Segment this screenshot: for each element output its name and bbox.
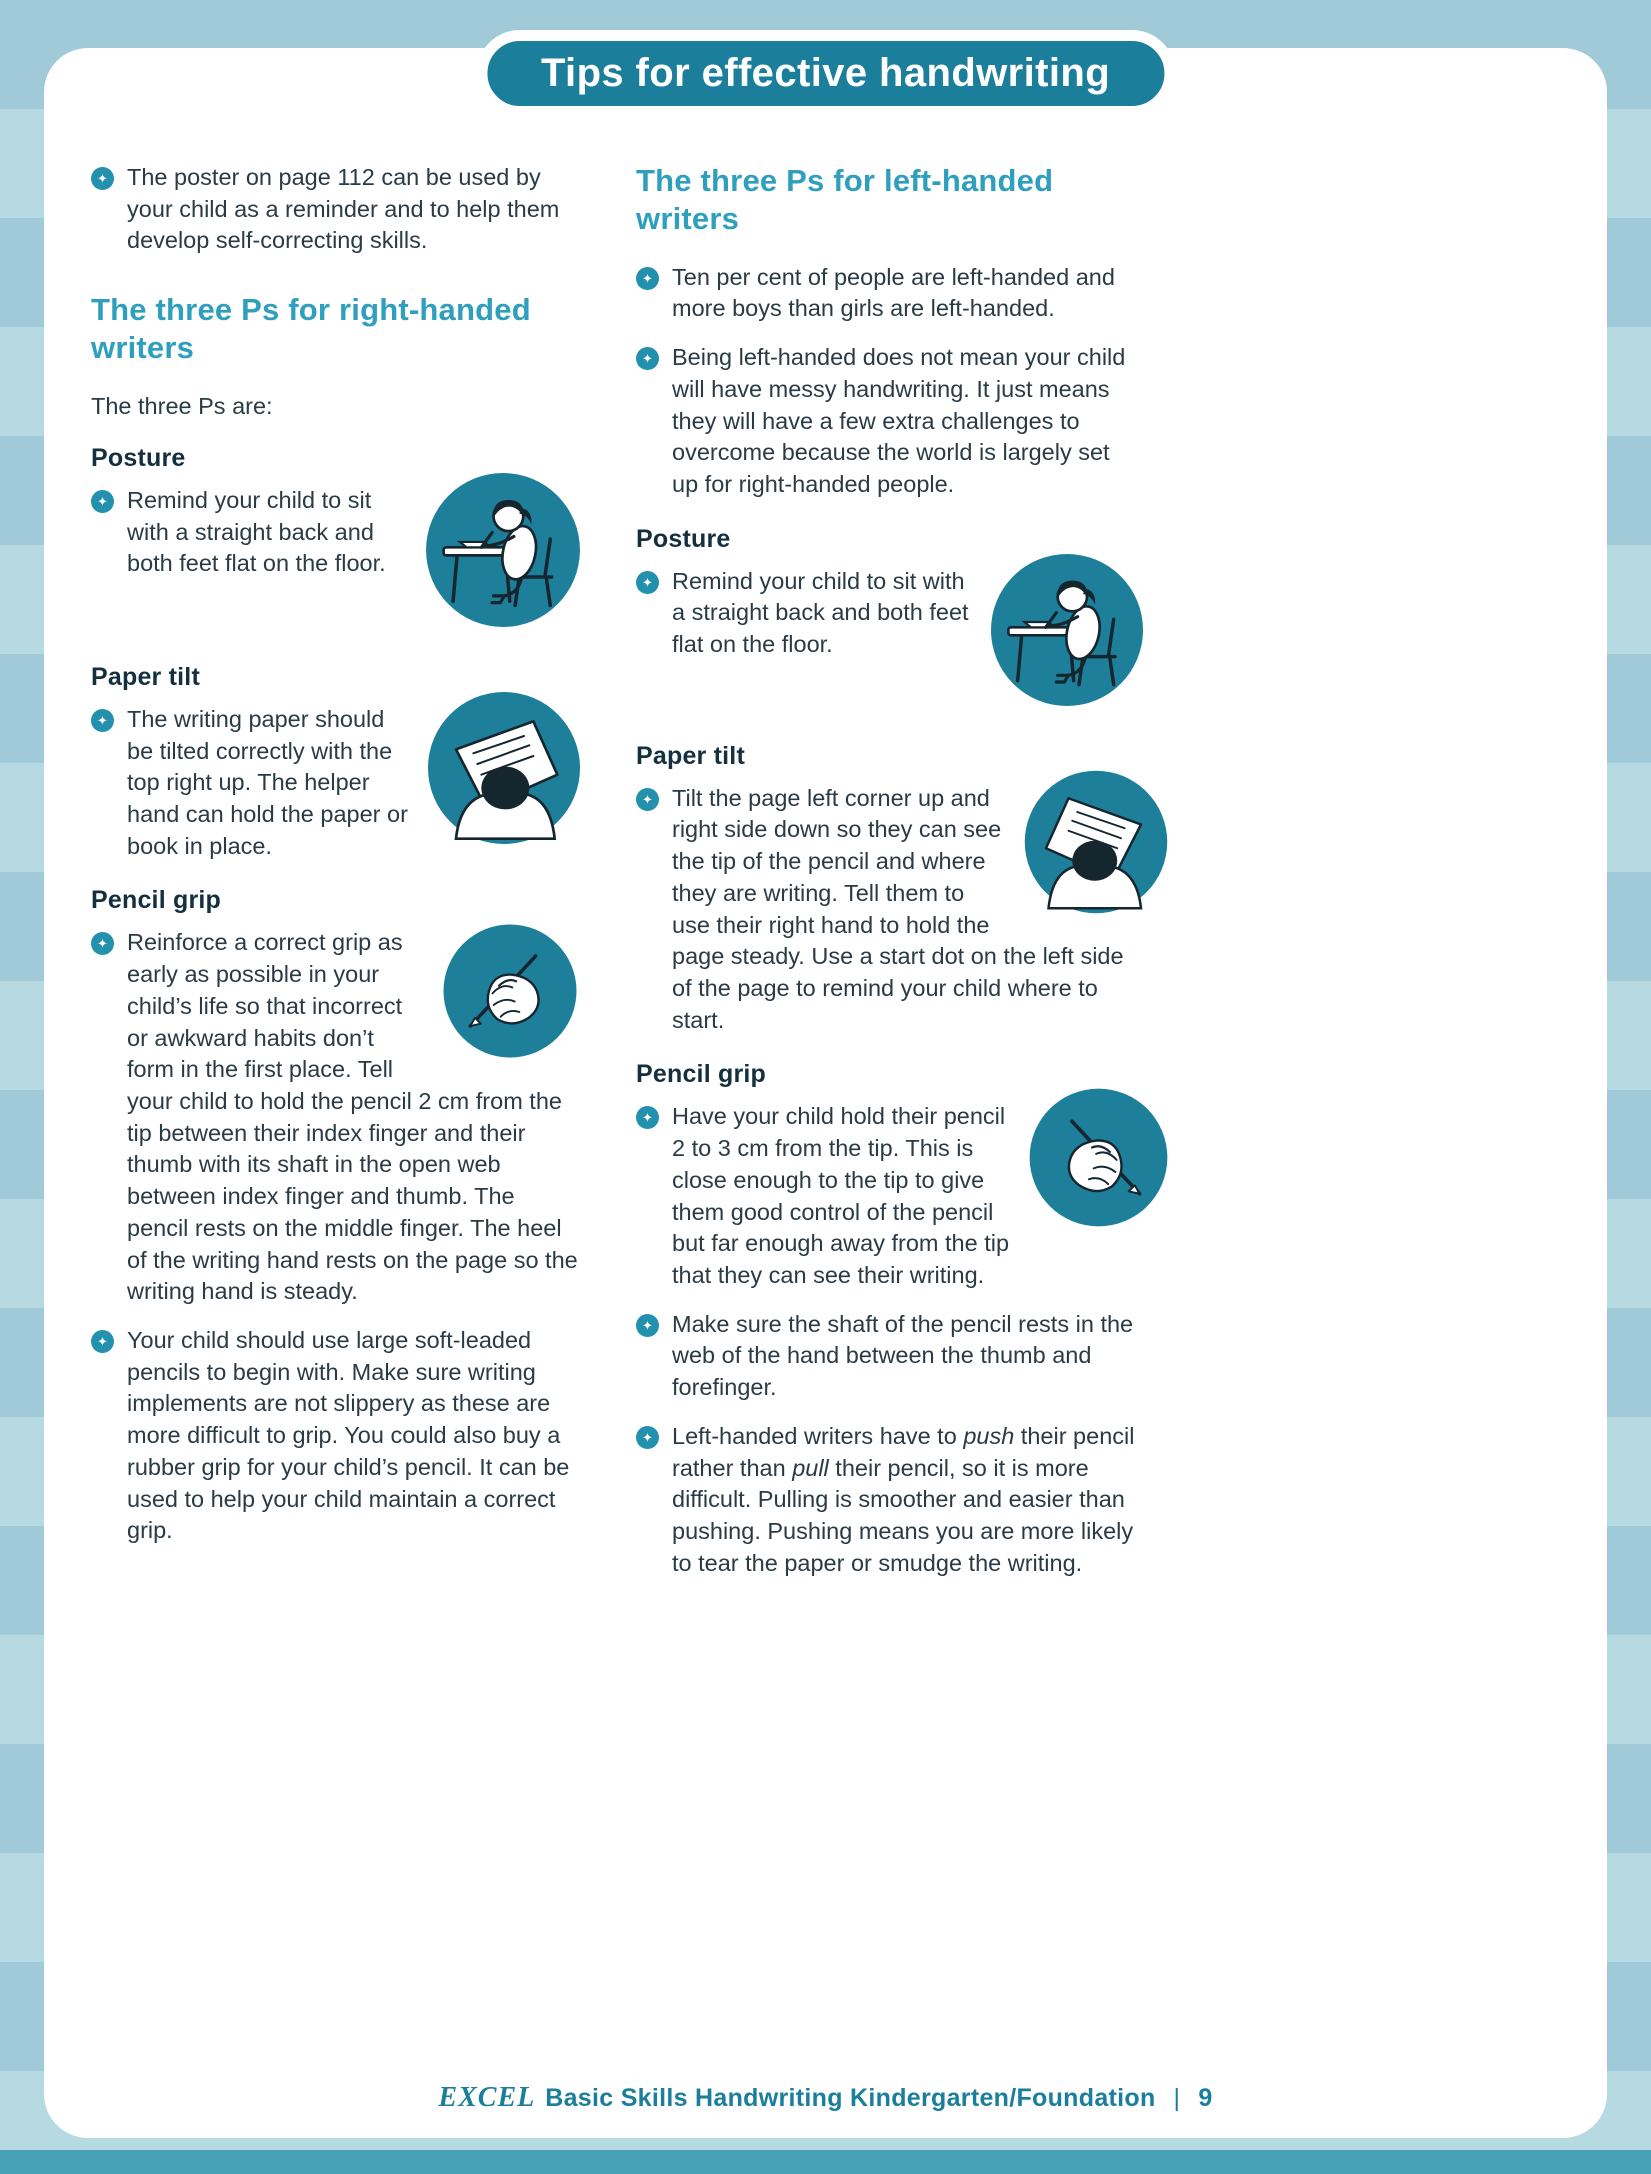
paper-tilt-bullet-item-right xyxy=(91,704,578,863)
star-bullet-icon: ✦ xyxy=(91,1330,114,1353)
ten-per-cent-text-wrap xyxy=(672,262,1141,325)
paper-tilt-bullet-text-wrap xyxy=(127,704,578,863)
right-column xyxy=(636,162,1141,1596)
star-bullet-icon: ✦ xyxy=(636,347,659,370)
push-pull-text-part3: their pencil, so it is more difficult. Pulling is smoother and easier than pushing. Pushing means you are more likely to tear the paper or smudge the writing. xyxy=(672,1454,1134,1576)
footer-separator: | xyxy=(1173,2084,1181,2112)
soft-pencils-bullet-item xyxy=(91,1325,578,1547)
pencil-grip-subheading-right: Pencil grip xyxy=(91,886,222,915)
bottom-accent-bar xyxy=(0,2150,1651,2174)
posture-left-bullet-text: Remind your child to sit with a straight back and both feet flat on the floor. xyxy=(672,567,969,658)
child-posture-illustration xyxy=(422,469,584,631)
posture-left-text-wrap xyxy=(672,566,1141,718)
pencil-grip-bullet-item-left xyxy=(636,1101,1141,1291)
pencil-grip-left-text-wrap xyxy=(672,1101,1141,1291)
child-posture-illustration-left xyxy=(987,550,1147,710)
messy-handwriting-bullet-text: Being left-handed does not mean your child will have messy handwriting. It just means they will have a few extra challenges to overcome because the world is largely set up for right-handed people. xyxy=(672,344,1126,497)
excel-brand: EXCEL xyxy=(438,2082,536,2113)
posture-subheading-right: Posture xyxy=(91,443,186,472)
page-number: 9 xyxy=(1198,2084,1213,2112)
ten-per-cent-bullet-text: Ten per cent of people are left-handed and more boys than girls are left-handed. xyxy=(672,263,1115,322)
right-handed-section-heading: The three Ps for right-handed writers xyxy=(91,292,531,365)
pull-emphasis: pull xyxy=(792,1454,829,1481)
paper-tilt-bullet-item-left xyxy=(636,783,1141,1037)
messy-handwriting-text-wrap xyxy=(672,342,1141,501)
footer-title: Basic Skills Handwriting Kindergarten/Foundation xyxy=(545,2084,1156,2112)
ten-per-cent-bullet-item xyxy=(636,262,1141,325)
posture-bullet-text: Remind your child to sit with a straight back and both feet flat on the floor. xyxy=(127,486,386,577)
intro-bullet-text-wrap xyxy=(127,162,578,257)
star-bullet-icon: ✦ xyxy=(636,1426,659,1449)
star-bullet-icon: ✦ xyxy=(636,788,659,811)
pencil-shaft-text-wrap xyxy=(672,1309,1141,1404)
star-bullet-icon: ✦ xyxy=(91,709,114,732)
star-bullet-icon: ✦ xyxy=(636,1106,659,1129)
paper-tilt-left-bullet-text: Tilt the page left corner up and right side down so they can see the tip of the pencil and where they are writing. Tell them to use their right hand to hold the page steady. Use a start dot on the left side of the page to remind your child where to start. xyxy=(672,784,1124,1033)
posture-bullet-text-wrap xyxy=(127,485,578,639)
title-banner xyxy=(476,30,1175,117)
star-bullet-icon: ✦ xyxy=(91,167,114,190)
content-columns xyxy=(44,48,1607,1596)
posture-bullet-item-left xyxy=(636,566,1141,718)
pencil-grip-illustration xyxy=(440,921,580,1061)
posture-subheading-left: Posture xyxy=(636,524,731,553)
pencil-grip-bullet-item-right xyxy=(91,927,578,1308)
paper-tilt-left-text-wrap xyxy=(672,783,1141,1037)
intro-bullet-text: The poster on page 112 can be used by your child as a reminder and to help them develop self-correcting skills. xyxy=(127,164,560,254)
paper-tilt-subheading-left: Paper tilt xyxy=(636,741,745,770)
page-title: Tips for effective handwriting xyxy=(540,51,1111,95)
three-ps-lead: The three Ps are: xyxy=(91,392,273,419)
pencil-grip-bullet-text: Reinforce a correct grip as early as possible in your child’s life so that incorrect or awkward habits don’t form in the first place. Tell your child to hold the pencil 2 cm from the tip between their index finger and their thumb with its shaft in the open web between index finger and thumb. The pencil rests on the middle finger. The heel of the writing hand rests on the page so the writing hand is steady. xyxy=(127,929,578,1305)
pencil-shaft-bullet-item xyxy=(636,1309,1141,1404)
intro-bullet-item xyxy=(91,162,578,257)
star-bullet-icon: ✦ xyxy=(636,267,659,290)
paper-tilt-illustration xyxy=(424,688,584,848)
pencil-shaft-bullet-text: Make sure the shaft of the pencil rests in the web of the hand between the thumb and forefinger. xyxy=(672,1310,1134,1401)
push-pull-bullet-item xyxy=(636,1421,1141,1580)
paper-tilt-bullet-text: The writing paper should be tilted correctly with the top right up. The helper hand can hold the paper or book in place. xyxy=(127,705,408,859)
pencil-grip-subheading-left: Pencil grip xyxy=(636,1060,767,1089)
posture-bullet-item-right xyxy=(91,485,578,639)
star-bullet-icon: ✦ xyxy=(636,571,659,594)
pencil-grip-illustration-left xyxy=(1026,1085,1171,1230)
content-card xyxy=(44,48,1607,2138)
star-bullet-icon: ✦ xyxy=(636,1314,659,1337)
paper-tilt-subheading-right: Paper tilt xyxy=(91,662,200,691)
star-bullet-icon: ✦ xyxy=(91,932,114,955)
push-pull-text-part1: Left-handed writers have to xyxy=(672,1422,964,1449)
push-pull-text-part2: their pencil rather than xyxy=(672,1422,1135,1481)
star-bullet-icon: ✦ xyxy=(91,490,114,513)
pencil-grip-left-bullet-text: Have your child hold their pencil 2 to 3 cm from the tip. This is close enough to the tip to give them good control of the pencil but far enough away from the tip that they can see their writing. xyxy=(672,1103,1010,1288)
push-emphasis: push xyxy=(963,1422,1015,1449)
pencil-grip-bullet-text-wrap xyxy=(127,927,578,1308)
messy-handwriting-bullet-item xyxy=(636,342,1141,501)
left-column xyxy=(91,162,578,1596)
push-pull-text-wrap xyxy=(672,1421,1141,1580)
soft-pencils-text-wrap xyxy=(127,1325,578,1547)
soft-pencils-bullet-text: Your child should use large soft-leaded pencils to begin with. Make sure writing implements are not slippery as these are more difficult to grip. You could also buy a rubber grip for your child’s pencil. It can be used to help your child maintain a correct grip. xyxy=(127,1327,570,1544)
paper-tilt-illustration-left xyxy=(1021,767,1171,917)
page-footer xyxy=(44,2082,1607,2114)
left-handed-section-heading: The three Ps for left-handed writers xyxy=(636,163,1054,236)
